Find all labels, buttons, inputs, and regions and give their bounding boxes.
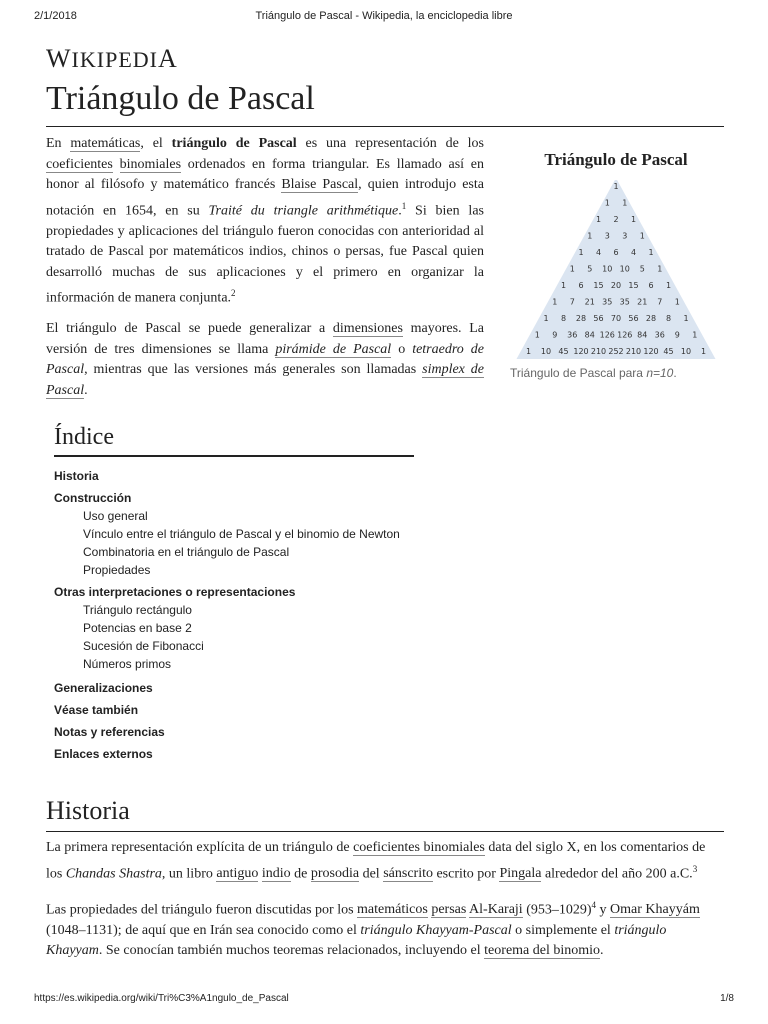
link-persas[interactable]: persas (431, 902, 467, 918)
text: alrededor del año 200 a.C. (541, 866, 693, 882)
caption-n: n=10 (646, 366, 674, 380)
italic-tetraedro: tetraedro de Pascal (46, 341, 484, 378)
triangle-number: 1 (648, 248, 654, 257)
page-title: Triángulo de Pascal (46, 80, 315, 117)
triangle-number: 20 (610, 281, 622, 290)
link-sanscrito[interactable]: sánscrito (383, 866, 433, 882)
text: . (84, 382, 88, 398)
triangle-number: 1 (700, 347, 707, 356)
triangle-number: 9 (674, 330, 680, 340)
triangle-number: 1 (674, 297, 680, 307)
triangle-number: 10 (602, 264, 613, 274)
text: , un libro (161, 866, 217, 882)
infobox-caption (510, 366, 722, 380)
text: mayores. La versión de tres dimensiones se llama (46, 321, 484, 357)
toc-item-notas[interactable]: Notas y referencias (54, 725, 165, 739)
triangle-number: 10 (540, 347, 552, 356)
link-al-karaji[interactable]: Al-Karaji (469, 902, 523, 918)
toc-title: Índice (54, 424, 414, 457)
triangle-number: 210 (590, 347, 607, 356)
title-divider (46, 126, 724, 127)
logo-initial: W (46, 44, 72, 73)
section-divider (46, 831, 724, 832)
toc-subitem[interactable]: Triángulo rectángulo (83, 603, 192, 617)
link-coeficientes-binomiales[interactable]: coeficientes binomiales (353, 840, 485, 855)
section-heading-historia: Historia (46, 796, 130, 825)
ref-2[interactable]: 2 (231, 288, 236, 299)
triangle-number: 1 (595, 215, 602, 224)
triangle-number: 36 (654, 330, 665, 340)
link-antiguo[interactable]: antiguo (216, 866, 259, 882)
toc-subitem[interactable]: Uso general (83, 509, 148, 523)
toc-subitem[interactable]: Vínculo entre el triángulo de Pascal y el binomio de Newton (83, 527, 400, 541)
table-of-contents (54, 424, 414, 765)
triangle-number: 35 (619, 297, 630, 307)
text: . Se conocían también muchos teoremas relacionados, incluyendo el (98, 943, 485, 959)
triangle-number: 5 (587, 264, 593, 274)
triangle-number: 120 (573, 347, 589, 356)
link-teorema-del-binomio[interactable]: teorema del binomio (484, 943, 601, 959)
text: , quien introdujo esta notación en 1654, en su (46, 177, 484, 219)
text: y (596, 902, 611, 918)
triangle-number: 28 (645, 314, 657, 323)
triangle-number: 1 (683, 314, 689, 323)
triangle-number: 1 (525, 347, 532, 356)
toc-subitem[interactable]: Sucesión de Fibonacci (83, 639, 204, 653)
triangle-number: 2 (613, 215, 619, 224)
triangle-number: 45 (663, 347, 674, 356)
text: data del siglo X, en los comentarios de los (46, 840, 706, 882)
link-simplex-de-pascal[interactable]: simplex de Pascal (46, 362, 484, 398)
triangle-number: 10 (680, 347, 692, 356)
triangle-number: 36 (567, 330, 578, 340)
pascal-triangle-image[interactable] (510, 180, 722, 360)
print-date: 2/1/2018 (34, 10, 77, 22)
triangle-number: 1 (552, 297, 558, 307)
historia-paragraph-2 (46, 895, 724, 962)
print-url: https://es.wikipedia.org/wiki/Tri%C3%A1ngulo_de_Pascal (34, 993, 289, 1004)
triangle-number: 4 (595, 248, 602, 257)
toc-subitem[interactable]: Potencias en base 2 (83, 621, 192, 635)
historia-paragraph-1 (46, 838, 724, 885)
triangle-number: 1 (569, 264, 575, 274)
text: o simplemente el (511, 922, 615, 938)
triangle-number: 7 (657, 297, 663, 307)
text: o (391, 341, 413, 357)
triangle-number: 21 (637, 297, 648, 307)
triangle-number: 7 (569, 297, 575, 307)
triangle-number: 120 (643, 347, 659, 356)
text: del (359, 866, 384, 882)
link-prosodia[interactable]: prosodia (310, 866, 360, 882)
print-title: Triángulo de Pascal - Wikipedia, la enciclopedia libre (255, 10, 513, 22)
triangle-number: 6 (578, 281, 584, 290)
toc-subitem[interactable]: Números primos (83, 657, 172, 671)
ref-4[interactable]: 4 (591, 899, 597, 910)
toc-item-historia[interactable]: Historia (54, 469, 99, 483)
toc-item-generalizaciones[interactable]: Generalizaciones (54, 681, 153, 695)
link-binomiales[interactable]: binomiales (119, 156, 182, 172)
triangle-number: 1 (534, 330, 540, 340)
triangle-number: 84 (584, 330, 595, 340)
toc-item-construccion[interactable]: Construcción (54, 491, 132, 505)
triangle-number: 210 (625, 347, 642, 356)
triangle-number: 1 (692, 330, 698, 340)
link-coeficientes[interactable]: coeficientes (46, 156, 113, 172)
bold-term: triángulo de Pascal (171, 136, 297, 151)
triangle-number: 3 (604, 231, 610, 241)
triangle-number: 1 (560, 281, 567, 290)
toc-subitem[interactable]: Propiedades (83, 563, 151, 577)
text: En (46, 136, 71, 151)
triangle-number: 9 (552, 330, 558, 340)
text: , el (140, 136, 172, 151)
ref-3[interactable]: 3 (692, 863, 698, 874)
triangle-number: 1 (622, 198, 628, 208)
page-number: 1/8 (720, 993, 734, 1004)
triangle-number: 1 (587, 231, 593, 241)
toc-item-enlaces[interactable]: Enlaces externos (54, 747, 153, 761)
triangle-number: 15 (593, 281, 604, 290)
triangle-number: 1 (613, 182, 619, 191)
logo-final: A (157, 44, 178, 73)
triangle-number: 5 (639, 264, 645, 274)
link-dimensiones[interactable]: dimensiones (332, 321, 403, 337)
infobox-title: Triángulo de Pascal (544, 150, 688, 169)
infobox (510, 150, 722, 380)
triangle-number: 1 (604, 198, 610, 208)
wikipedia-logo[interactable] (46, 44, 178, 74)
triangle-number: 1 (630, 215, 637, 224)
text: La primera representación explícita de un triángulo de (46, 840, 354, 855)
triangle-number: 15 (628, 281, 639, 290)
caption-text: . (673, 366, 677, 380)
link-indio[interactable]: indio (261, 866, 291, 882)
triangle-number: 8 (560, 314, 567, 323)
text: de (290, 866, 311, 882)
triangle-number: 126 (599, 330, 615, 340)
text (113, 157, 120, 172)
italic-chandas: Chandas Shastra (65, 866, 162, 882)
ref-1[interactable]: 1 (401, 200, 407, 211)
triangle-number: 70 (610, 314, 622, 323)
italic-work-title: Traité du triangle arithmétique (208, 203, 399, 219)
triangle-number: 84 (637, 330, 648, 340)
triangle-number: 21 (584, 297, 595, 307)
text: es una representación de los (296, 136, 484, 151)
triangle-number: 1 (543, 314, 549, 323)
link-matematicos[interactable]: matemáticos (357, 902, 428, 918)
triangle-number: 6 (613, 248, 619, 257)
triangle-number: 3 (622, 231, 628, 241)
triangle-number: 1 (578, 248, 584, 257)
link-blaise-pascal[interactable]: Blaise Pascal (281, 177, 359, 192)
triangle-number: 8 (665, 314, 672, 323)
lead-paragraph-1 (46, 134, 484, 309)
historia-section (46, 838, 724, 972)
triangle-number: 252 (608, 347, 624, 356)
text: Las propiedades del triángulo fueron discutidas por los (46, 902, 358, 918)
triangle-number: 28 (575, 314, 587, 323)
italic-khayyam-pascal: triángulo Khayyam-Pascal (360, 922, 512, 938)
text: (953–1029) (522, 902, 592, 918)
triangle-number: 1 (657, 264, 663, 274)
caption-text: Triángulo de Pascal para (510, 366, 647, 380)
text: Si bien las propiedades y aplicaciones del triángulo fueron conocidas con anterioridad al tratado de Pascal por matemáticos indios, chinos o persas, fue Pascal quien desarrolló muchas de sus aplicaciones y el primero en organizar la información de manera conjunta. (46, 203, 484, 306)
text: . (398, 203, 402, 219)
lead-paragraph-2 (46, 319, 484, 401)
toc-subitem[interactable]: Combinatoria en el triángulo de Pascal (83, 545, 290, 559)
triangle-number: 1 (665, 281, 672, 290)
logo-middle: IKIPEDI (71, 47, 158, 72)
triangle-number: 1 (639, 231, 645, 241)
link-omar-khayyam[interactable]: Omar Khayyám (610, 902, 700, 918)
link-piramide-de-pascal[interactable]: pirámide de Pascal (275, 341, 392, 357)
link-matematicas[interactable]: matemáticas (70, 136, 141, 151)
text: (1048–1131); de aquí que en Irán sea conocido como el (46, 922, 361, 938)
triangle-number: 4 (630, 248, 637, 257)
triangle-number: 10 (619, 264, 630, 274)
triangle-background (517, 180, 716, 359)
italic-khayyam: triángulo Khayyam (46, 922, 667, 959)
triangle-number: 56 (593, 314, 604, 323)
triangle-number: 35 (602, 297, 613, 307)
triangle-number: 6 (648, 281, 654, 290)
triangle-number: 56 (628, 314, 639, 323)
text: ordenados en forma triangular. Es llamado así en honor al filósofo y matemático francés (46, 156, 484, 192)
toc-item-vease-tambien[interactable]: Véase también (54, 703, 139, 717)
triangle-number: 126 (617, 330, 633, 340)
toc-item-otras[interactable]: Otras interpretaciones o representaciones (54, 585, 296, 599)
text: , mientras que las versiones más generales son llamadas (84, 362, 423, 378)
link-pingala[interactable]: Pingala (499, 866, 542, 882)
text: El triángulo de Pascal se puede generalizar a (46, 321, 333, 337)
lead-section (46, 134, 484, 411)
text: . (600, 943, 604, 959)
triangle-number: 45 (558, 347, 569, 356)
text: escrito por (432, 866, 500, 882)
